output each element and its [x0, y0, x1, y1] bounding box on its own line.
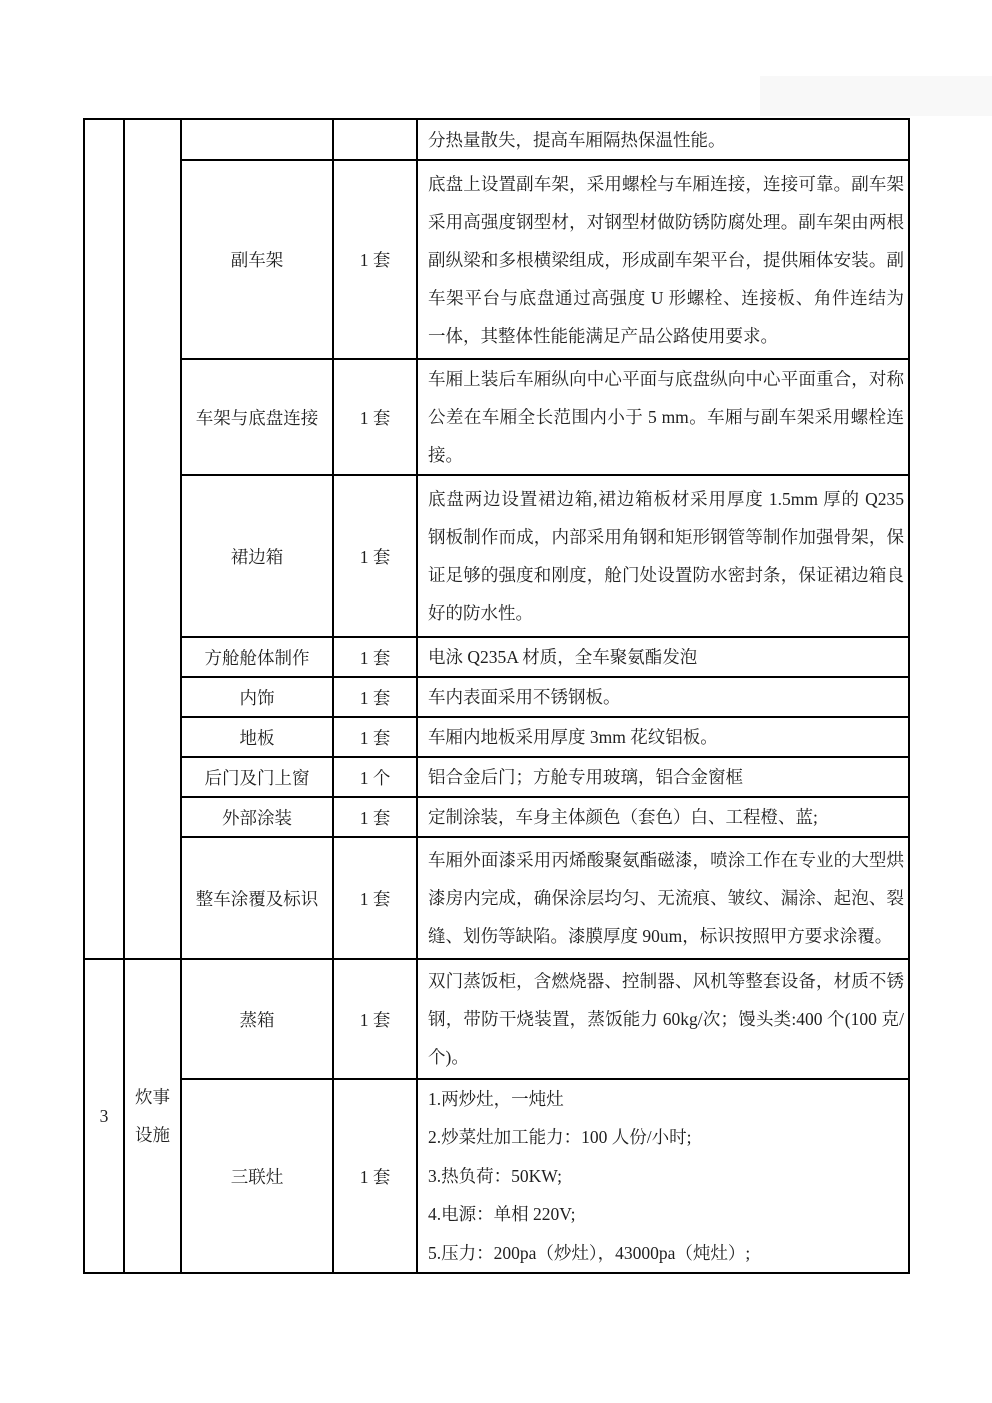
description-text: 车厢外面漆采用丙烯酸聚氨酯磁漆，喷涂工作在专业的大型烘漆房内完成，确保涂层均匀、无流痕、皱纹、漏涂、起泡、裂缝、划伤等缺陷。漆膜厚度 90um，标识按照甲方要求涂覆。 [428, 850, 904, 946]
category-line: 设施 [135, 1125, 170, 1146]
item-cell: 蒸箱 [181, 959, 333, 1079]
qty-cell: 1 套 [333, 637, 417, 677]
description-list-item: 5.压力：200pa（炒灶），43000pa（炖灶）; [428, 1242, 751, 1263]
category-line: 炊事 [135, 1087, 170, 1108]
category-cell [124, 959, 181, 1273]
description-text: 分热量散失，提高车厢隔热保温性能。 [428, 129, 726, 150]
qty-cell: 1 套 [333, 797, 417, 837]
qty-cell [333, 119, 417, 160]
qty-cell: 1 套 [333, 959, 417, 1079]
description-cell [417, 837, 909, 959]
qty-cell: 1 套 [333, 359, 417, 475]
description-text: 底盘上设置副车架，采用螺栓与车厢连接，连接可靠。副车架采用高强度钢型材，对钢型材做防锈防腐处理。副车架由两根副纵梁和多根横梁组成，形成副车架平台，提供厢体安装。副车架平台与底盘通过高强度 U 形螺栓、连接板、角件连结为一体，其整体性能能满足产品公路使用要求。 [428, 173, 904, 346]
description-text: 电泳 Q235A 材质，全车聚氨酯发泡 [428, 647, 698, 667]
qty-cell: 1 套 [333, 160, 417, 359]
spec-table [83, 118, 910, 1274]
table-row-subframe [84, 160, 909, 359]
description-list-item: 1.两炒灶，一炖灶 [428, 1089, 564, 1109]
description-list-item: 3.热负荷：50KW; [428, 1165, 562, 1186]
qty-cell: 1 套 [333, 1079, 417, 1273]
description-text: 车内表面采用不锈钢板。 [428, 687, 621, 707]
table-row-frame-chassis-connection [84, 359, 909, 475]
table-row-coating-marking [84, 837, 909, 959]
item-cell: 整车涂覆及标识 [181, 837, 333, 959]
table-row-floor [84, 717, 909, 757]
qty-cell: 1 套 [333, 717, 417, 757]
item-cell: 后门及门上窗 [181, 757, 333, 797]
description-list-item: 2.炒菜灶加工能力：100 人份/小时; [428, 1127, 692, 1148]
table-row-skirt-box [84, 475, 909, 637]
row-number-cell [84, 119, 124, 959]
description-cell [417, 119, 909, 160]
item-cell: 三联灶 [181, 1079, 333, 1273]
qty-cell: 1 套 [333, 475, 417, 637]
description-list-item: 4.电源：单相 220V; [428, 1204, 576, 1225]
qty-cell: 1 套 [333, 677, 417, 717]
description-cell [417, 757, 909, 797]
category-cell [124, 119, 181, 959]
description-cell [417, 959, 909, 1079]
table-row-triple-stove [84, 1079, 909, 1273]
item-cell: 内饰 [181, 677, 333, 717]
description-cell [417, 797, 909, 837]
table-row-continuation [84, 119, 909, 160]
item-cell: 副车架 [181, 160, 333, 359]
scan-artifact [760, 76, 992, 116]
description-cell [417, 677, 909, 717]
table-row-exterior-painting [84, 797, 909, 837]
description-cell [417, 717, 909, 757]
table-row-shelter-body [84, 637, 909, 677]
table-row-rear-door-window [84, 757, 909, 797]
item-cell: 车架与底盘连接 [181, 359, 333, 475]
qty-cell: 1 个 [333, 757, 417, 797]
item-cell [181, 119, 333, 160]
item-cell: 方舱舱体制作 [181, 637, 333, 677]
table-row-steamer [84, 959, 909, 1079]
item-cell: 外部涂装 [181, 797, 333, 837]
description-cell [417, 160, 909, 359]
row-number-cell: 3 [84, 959, 124, 1273]
description-cell [417, 637, 909, 677]
description-text: 铝合金后门；方舱专用玻璃，铝合金窗框 [428, 767, 743, 787]
description-text: 车厢内地板采用厚度 3mm 花纹铝板。 [428, 727, 718, 747]
description-cell [417, 359, 909, 475]
item-cell: 裙边箱 [181, 475, 333, 637]
description-cell [417, 1079, 909, 1273]
description-cell [417, 475, 909, 637]
qty-cell: 1 套 [333, 837, 417, 959]
description-text: 车厢上装后车厢纵向中心平面与底盘纵向中心平面重合，对称公差在车厢全长范围内小于 5 mm。车厢与副车架采用螺栓连接。 [428, 369, 904, 465]
description-text: 双门蒸饭柜，含燃烧器、控制器、风机等整套设备，材质不锈钢，带防干烧装置，蒸饭能力 60kg/次；馒头类:400 个(100 克/个)。 [428, 971, 904, 1067]
description-text: 定制涂装，车身主体颜色（套色）白、工程橙、蓝; [428, 807, 818, 827]
item-cell: 地板 [181, 717, 333, 757]
description-text: 底盘两边设置裙边箱,裙边箱板材采用厚度 1.5mm 厚的 Q235 钢板制作而成，内部采用角钢和矩形钢管等制作加强骨架，保证足够的强度和刚度，舱门处设置防水密封条，保证裙边箱良好的防水性。 [428, 489, 904, 623]
table-row-interior [84, 677, 909, 717]
